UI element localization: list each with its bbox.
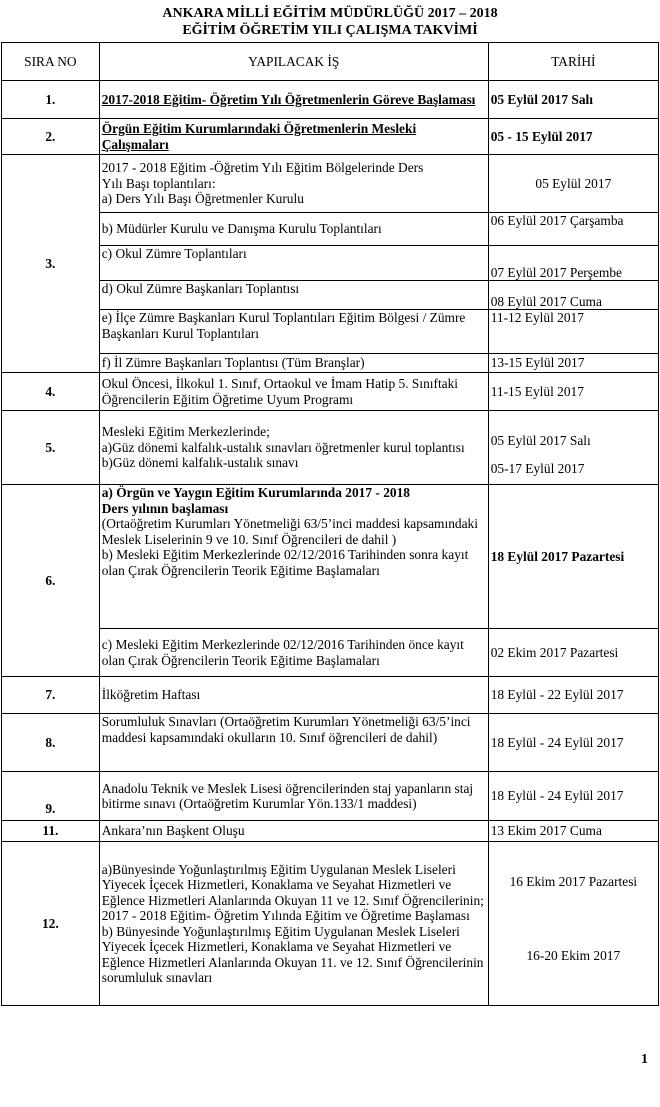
table-row <box>2 354 659 373</box>
table-row <box>2 81 659 119</box>
task-line-bold: Ders yılının başlaması <box>101 500 229 516</box>
task-text <box>99 411 488 485</box>
task-date: 05 Eylül 2017 Salı <box>488 81 658 119</box>
task-text: f) İl Zümre Başkanları Toplantısı (Tüm Branşlar) <box>99 354 488 373</box>
task-date: 06 Eylül 2017 Çarşamba <box>488 213 658 246</box>
task-date: 02 Ekim 2017 Pazartesi <box>488 629 658 677</box>
task-line-bold: a) Örgün ve Yaygın Eğitim Kurumlarında 2017 - 2018 <box>101 485 410 500</box>
task-date: 18 Eylül - 22 Eylül 2017 <box>488 677 658 714</box>
date-line: 16 Ekim 2017 Pazartesi <box>509 874 638 889</box>
task-line: a) Ders Yılı Başı Öğretmenler Kurulu <box>101 191 304 207</box>
task-text: Okul Öncesi, İlkokul 1. Sınıf, Ortaokul ve İmam Hatip 5. Sınıftaki Öğrencilerin Eğitim Öğretime Uyum Programı <box>99 373 488 411</box>
task-date: 13 Ekim 2017 Cuma <box>488 821 658 842</box>
table-row <box>2 119 659 155</box>
task-text: e) İlçe Zümre Başkanları Kurul Toplantıları Eğitim Bölgesi / Zümre Başkanları Kurul Toplantıları <box>99 310 488 354</box>
task-line: a)Bünyesinde Yoğunlaştırılmış Eğitim Uygulanan Meslek Liseleri Yiyecek İçecek Hizmetleri, Konaklama ve Seyahat Hizmetleri ve Eğlence Hizmetleri Alanlarında Okuyan 11 ve 12. Sınıf Öğrencilerinin; 2017 - 2018 Eğitim- Öğretim Yılında Eğitim ve Öğretime Başlaması <box>101 861 484 923</box>
task-date: 18 Eylül - 24 Eylül 2017 <box>488 772 658 821</box>
table-row <box>2 281 659 310</box>
header-yapilacak-is: YAPILACAK İŞ <box>99 43 488 81</box>
table-row <box>2 772 659 821</box>
task-date: 18 Eylül - 24 Eylül 2017 <box>488 714 658 772</box>
table-row <box>2 842 659 1006</box>
task-line: a)Güz dönemi kalfalık-ustalık sınavları öğretmenler kurul toplantısı <box>101 439 465 455</box>
row-number: 2. <box>2 119 100 155</box>
task-text: Sorumluluk Sınavları (Ortaöğretim Kurumları Yönetmeliği 63/5’inci maddesi kapsamındaki okulların 10. Sınıf öğrencileri de dahil) <box>99 714 488 772</box>
task-line: b) Mesleki Eğitim Merkezlerinde 02/12/2016 Tarihinden sonra kayıt olan Çırak Öğrencilerin Teorik Eğitime Başlamaları <box>101 547 469 578</box>
page-number: 1 <box>641 1052 648 1067</box>
table-row <box>2 155 659 213</box>
table-row <box>2 246 659 281</box>
date-line: 16-20 Ekim 2017 <box>526 947 621 963</box>
task-date: 11-12 Eylül 2017 <box>488 310 658 354</box>
task-text: Örgün Eğitim Kurumlarındaki Öğretmenlerin Mesleki Çalışmaları <box>99 119 488 155</box>
row-number: 5. <box>2 411 100 485</box>
task-date: 13-15 Eylül 2017 <box>488 354 658 373</box>
table-row <box>2 677 659 714</box>
task-text: Anadolu Teknik ve Meslek Lisesi öğrencilerinden staj yapanların staj bitirme sınavı (Ortaöğretim Kurumlar Yön.133/1 maddesi) <box>99 772 488 821</box>
task-line: b)Güz dönemi kalfalık-ustalık sınavı <box>101 455 299 471</box>
task-date: 05 Eylül 2017 <box>488 155 658 213</box>
row-number: 8. <box>2 714 100 772</box>
table-row <box>2 714 659 772</box>
task-text <box>99 485 488 629</box>
task-text: 2017-2018 Eğitim- Öğretim Yılı Öğretmenlerin Göreve Başlaması <box>99 81 488 119</box>
table-row <box>2 213 659 246</box>
task-text <box>99 842 488 1006</box>
row-number: 4. <box>2 373 100 411</box>
task-date: 11-15 Eylül 2017 <box>488 373 658 411</box>
task-line: (Ortaöğretim Kurumları Yönetmeliği 63/5’inci maddesi kapsamındaki Meslek Liselerinin 9 ve 10. Sınıf Öğrencileri de dahil ) <box>101 516 478 547</box>
task-text <box>99 155 488 213</box>
date-line: 05 Eylül 2017 Salı <box>490 432 591 448</box>
table-row <box>2 485 659 629</box>
task-date: 07 Eylül 2017 Perşembe <box>488 246 658 281</box>
task-date <box>488 842 658 1006</box>
table-row <box>2 629 659 677</box>
row-number: 7. <box>2 677 100 714</box>
table-row <box>2 373 659 411</box>
row-number: 1. <box>2 81 100 119</box>
table-header-row <box>2 43 659 81</box>
task-text: Ankara’nın Başkent Oluşu <box>99 821 488 842</box>
document-subtitle: EĞİTİM ÖĞRETİM YILI ÇALIŞMA TAKVİMİ <box>182 23 478 38</box>
task-text: b) Müdürler Kurulu ve Danışma Kurulu Toplantıları <box>99 213 488 246</box>
task-text: İlköğretim Haftası <box>99 677 488 714</box>
task-text: c) Mesleki Eğitim Merkezlerinde 02/12/2016 Tarihinden önce kayıt olan Çırak Öğrencilerin Teorik Eğitime Başlamaları <box>99 629 488 677</box>
task-line: Mesleki Eğitim Merkezlerinde; <box>101 424 270 440</box>
row-number: 6. <box>2 485 100 677</box>
task-text: d) Okul Zümre Başkanları Toplantısı <box>99 281 488 310</box>
task-date: 18 Eylül 2017 Pazartesi <box>488 485 658 629</box>
task-line: Yılı Başı toplantıları: <box>101 175 216 191</box>
table-row <box>2 821 659 842</box>
task-date: 05 - 15 Eylül 2017 <box>488 119 658 155</box>
task-date <box>488 411 658 485</box>
row-number: 11. <box>2 821 100 842</box>
task-date: 08 Eylül 2017 Cuma <box>488 281 658 310</box>
row-number: 9. <box>2 772 100 821</box>
table-row <box>2 310 659 354</box>
task-line: 2017 - 2018 Eğitim -Öğretim Yılı Eğitim Bölgelerinde Ders <box>101 160 424 176</box>
document-title: ANKARA MİLLİ EĞİTİM MÜDÜRLÜĞÜ 2017 – 2018 <box>162 6 498 21</box>
header-tarihi: TARİHİ <box>488 43 658 81</box>
header-sira-no: SIRA NO <box>2 43 100 81</box>
row-number: 12. <box>2 842 100 1006</box>
date-line: 05-17 Eylül 2017 <box>490 461 585 476</box>
task-text: c) Okul Zümre Toplantıları <box>99 246 488 281</box>
table-row <box>2 411 659 485</box>
row-number: 3. <box>2 155 100 373</box>
schedule-table <box>1 42 659 1006</box>
task-line: b) Bünyesinde Yoğunlaştırılmış Eğitim Uygulanan Meslek Liseleri Yiyecek İçecek Hizmetleri, Konaklama ve Seyahat Hizmetleri ve Eğlence Hizmetleri Alanlarında Okuyan 11. ve 12. Sınıf Öğrencilerinin sorumluluk sınavları <box>101 923 484 985</box>
